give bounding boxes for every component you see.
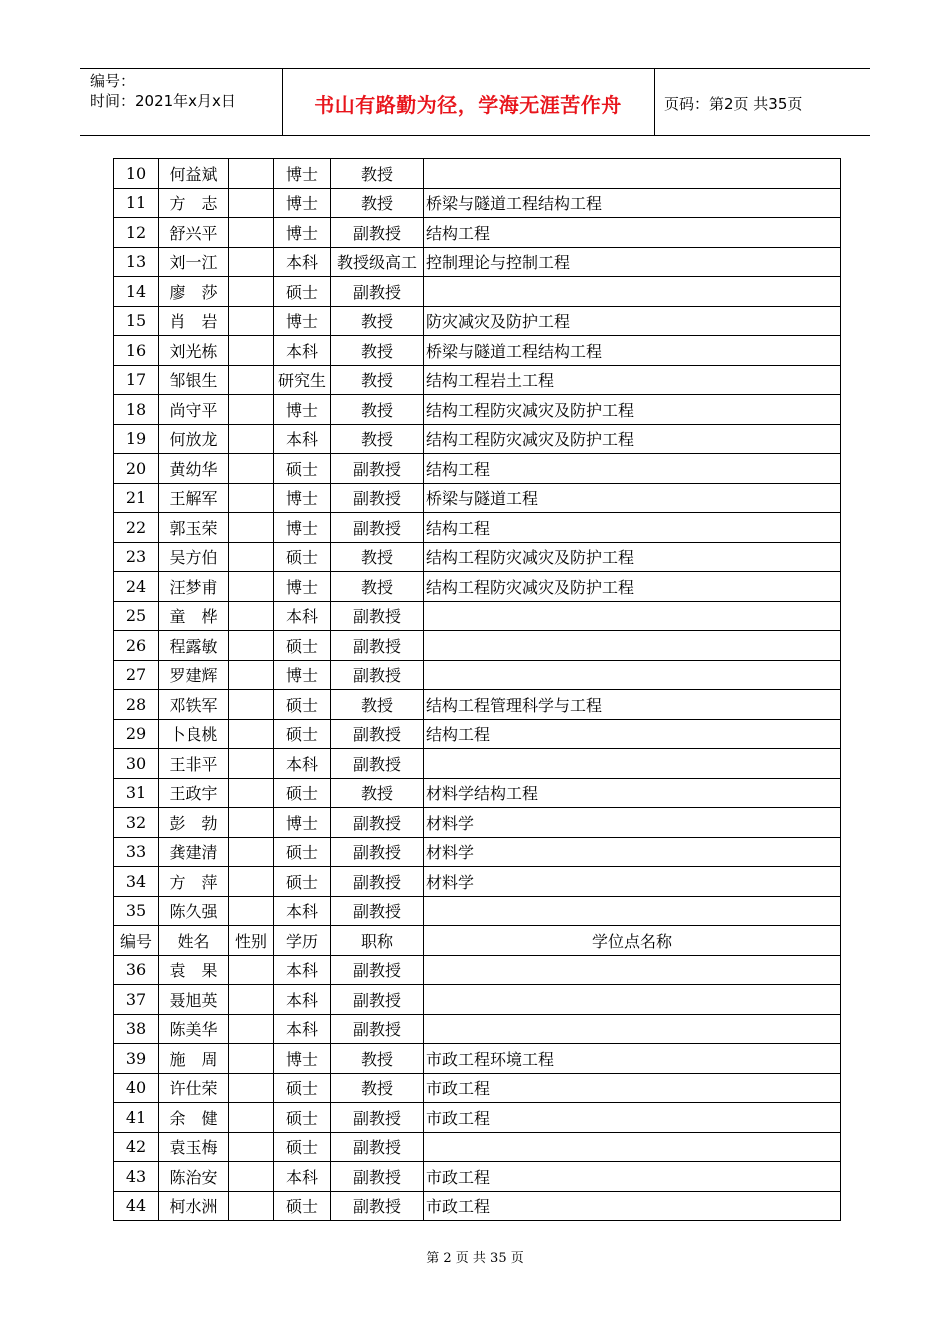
cell-name: 吴方伯 [159,542,229,572]
cell-education: 硕士 [274,1191,331,1221]
cell-name: 尚守平 [159,395,229,425]
cell-title: 副教授 [331,483,424,513]
cell-number: 41 [114,1103,159,1133]
cell-name: 何放龙 [159,424,229,454]
cell-number: 16 [114,336,159,366]
cell-name: 余 健 [159,1103,229,1133]
cell-gender [229,955,274,985]
cell-name: 程露敏 [159,631,229,661]
cell-title: 教授 [331,542,424,572]
cell-title: 副教授 [331,1132,424,1162]
cell-education: 博士 [274,572,331,602]
cell-title: 教授 [331,1073,424,1103]
cell-number: 35 [114,896,159,926]
cell-degree-program: 桥梁与隧道工程结构工程 [424,336,841,366]
cell-degree-program: 市政工程 [424,1073,841,1103]
cell-number: 31 [114,778,159,808]
table-row [114,513,841,543]
faculty-table [113,158,841,1221]
cell-number: 17 [114,365,159,395]
table-row [114,218,841,248]
cell-degree-program [424,896,841,926]
cell-name: 童 桦 [159,601,229,631]
cell-degree-program: 结构工程管理科学与工程 [424,690,841,720]
table-row [114,188,841,218]
cell-name: 彭 勃 [159,808,229,838]
table-row [114,1073,841,1103]
table-row [114,808,841,838]
table-row [114,1132,841,1162]
cell-gender [229,218,274,248]
cell-education: 本科 [274,749,331,779]
cell-name: 施 周 [159,1044,229,1074]
header-meta [90,71,280,111]
cell-degree-program [424,159,841,189]
cell-degree-program [424,749,841,779]
cell-gender [229,690,274,720]
cell-gender [229,631,274,661]
cell-number: 14 [114,277,159,307]
cell-title: 教授 [331,365,424,395]
cell-education: 博士 [274,660,331,690]
table-row [114,601,841,631]
cell-number: 44 [114,1191,159,1221]
cell-education: 本科 [274,955,331,985]
cell-gender [229,454,274,484]
cell-name: 汪梦甫 [159,572,229,602]
cell-name: 袁玉梅 [159,1132,229,1162]
cell-name: 许仕荣 [159,1073,229,1103]
cell-gender [229,1162,274,1192]
cell-degree-program [424,985,841,1015]
cell-title: 副教授 [331,1191,424,1221]
cell-gender [229,395,274,425]
date-label: 时间：2021年x月x日 [90,92,236,110]
cell-number: 33 [114,837,159,867]
cell-degree-program: 结构工程 [424,218,841,248]
number-label: 编号： [90,72,136,90]
cell-name: 卜良桃 [159,719,229,749]
table-row [114,542,841,572]
cell-degree-program [424,1132,841,1162]
cell-degree-program: 结构工程防灾减灾及防护工程 [424,542,841,572]
cell-number: 32 [114,808,159,838]
cell-number: 10 [114,159,159,189]
cell-education: 博士 [274,483,331,513]
table-row [114,159,841,189]
cell-education: 博士 [274,395,331,425]
cell-degree-program: 材料学结构工程 [424,778,841,808]
cell-name: 舒兴平 [159,218,229,248]
cell-education: 本科 [274,247,331,277]
cell-number: 12 [114,218,159,248]
cell-title: 副教授 [331,1014,424,1044]
cell-education: 硕士 [274,1132,331,1162]
table-row [114,395,841,425]
header-row [114,926,841,956]
cell-gender [229,188,274,218]
table-row [114,454,841,484]
cell-education: 博士 [274,513,331,543]
cell-education: 研究生 [274,365,331,395]
table-row [114,1191,841,1221]
table-row [114,277,841,307]
table-row [114,749,841,779]
cell-education: 本科 [274,1162,331,1192]
cell-title: 教授级高工 [331,247,424,277]
cell-number: 40 [114,1073,159,1103]
cell-title: 教授 [331,159,424,189]
cell-name: 王政宇 [159,778,229,808]
cell-title: 教授 [331,690,424,720]
cell-education: 本科 [274,336,331,366]
header-motto: 书山有路勤为径，学海无涯苦作舟 [314,93,622,117]
cell-gender [229,542,274,572]
cell-education: 硕士 [274,631,331,661]
page-header [80,68,870,136]
cell-education: 博士 [274,159,331,189]
cell-education: 本科 [274,424,331,454]
cell-degree-program: 桥梁与隧道工程 [424,483,841,513]
cell-degree-program [424,660,841,690]
cell-title: 副教授 [331,719,424,749]
table-row [114,867,841,897]
cell-name: 聂旭英 [159,985,229,1015]
cell-gender [229,778,274,808]
cell-number: 25 [114,601,159,631]
cell-title: 教授 [331,188,424,218]
cell-name: 方 萍 [159,867,229,897]
cell-title: 副教授 [331,601,424,631]
cell-degree-program: 控制理论与控制工程 [424,247,841,277]
cell-gender [229,1191,274,1221]
cell-name: 陈治安 [159,1162,229,1192]
cell-education: 硕士 [274,1073,331,1103]
cell-number: 39 [114,1044,159,1074]
table-row [114,985,841,1015]
cell-gender [229,1044,274,1074]
cell-title: 副教授 [331,867,424,897]
table-row [114,336,841,366]
cell-name: 王非平 [159,749,229,779]
cell-gender [229,247,274,277]
cell-education: 博士 [274,1044,331,1074]
cell-education: 硕士 [274,778,331,808]
cell-title: 教授 [331,395,424,425]
cell-number: 18 [114,395,159,425]
table-row [114,837,841,867]
cell-name: 何益斌 [159,159,229,189]
cell-education: 博士 [274,188,331,218]
cell-gender [229,483,274,513]
cell-gender [229,336,274,366]
cell-gender [229,424,274,454]
cell-number: 24 [114,572,159,602]
cell-name: 廖 莎 [159,277,229,307]
table-row [114,365,841,395]
cell-degree-program: 防灾减灾及防护工程 [424,306,841,336]
cell-number: 15 [114,306,159,336]
table-row [114,660,841,690]
table-row [114,306,841,336]
cell-name: 刘一江 [159,247,229,277]
cell-title: 副教授 [331,1103,424,1133]
table-row [114,719,841,749]
cell-degree-program: 结构工程防灾减灾及防护工程 [424,572,841,602]
cell-gender [229,808,274,838]
cell-degree-program [424,277,841,307]
cell-gender [229,277,274,307]
cell-gender [229,1103,274,1133]
cell-number: 20 [114,454,159,484]
cell-degree-program [424,1014,841,1044]
cell-education: 硕士 [274,454,331,484]
column-header: 学历 [274,926,331,956]
cell-number: 11 [114,188,159,218]
cell-number: 13 [114,247,159,277]
cell-gender [229,572,274,602]
cell-name: 黄幼华 [159,454,229,484]
cell-number: 22 [114,513,159,543]
cell-degree-program: 市政工程 [424,1103,841,1133]
cell-gender [229,660,274,690]
table-row [114,778,841,808]
cell-title: 副教授 [331,218,424,248]
cell-education: 博士 [274,306,331,336]
cell-title: 副教授 [331,808,424,838]
cell-education: 本科 [274,1014,331,1044]
cell-name: 龚建清 [159,837,229,867]
cell-title: 教授 [331,336,424,366]
cell-name: 陈久强 [159,896,229,926]
cell-number: 21 [114,483,159,513]
cell-title: 副教授 [331,749,424,779]
cell-gender [229,159,274,189]
table-row [114,690,841,720]
cell-title: 副教授 [331,1162,424,1192]
cell-title: 副教授 [331,837,424,867]
table-row [114,424,841,454]
cell-degree-program: 材料学 [424,837,841,867]
cell-title: 副教授 [331,277,424,307]
page-footer: 第 2 页 共 35 页 [426,1251,524,1266]
table-body [114,159,841,1221]
cell-name: 邓铁军 [159,690,229,720]
cell-name: 柯水洲 [159,1191,229,1221]
table-row [114,896,841,926]
cell-number: 37 [114,985,159,1015]
cell-degree-program: 结构工程 [424,454,841,484]
cell-education: 硕士 [274,1103,331,1133]
cell-name: 王解军 [159,483,229,513]
table-row [114,1014,841,1044]
cell-education: 硕士 [274,690,331,720]
cell-name: 郭玉荣 [159,513,229,543]
cell-gender [229,719,274,749]
cell-number: 36 [114,955,159,985]
cell-title: 教授 [331,778,424,808]
cell-name: 肖 岩 [159,306,229,336]
cell-name: 方 志 [159,188,229,218]
cell-title: 副教授 [331,955,424,985]
cell-gender [229,867,274,897]
cell-title: 副教授 [331,631,424,661]
column-header: 职称 [331,926,424,956]
cell-degree-program [424,631,841,661]
cell-number: 30 [114,749,159,779]
table-row [114,1103,841,1133]
cell-gender [229,837,274,867]
cell-degree-program [424,601,841,631]
cell-title: 教授 [331,1044,424,1074]
table-row [114,572,841,602]
column-header: 编号 [114,926,159,956]
column-header: 性别 [229,926,274,956]
cell-title: 副教授 [331,513,424,543]
cell-education: 博士 [274,218,331,248]
cell-education: 博士 [274,808,331,838]
table-row [114,955,841,985]
cell-degree-program: 材料学 [424,867,841,897]
cell-number: 38 [114,1014,159,1044]
table-row [114,631,841,661]
cell-title: 教授 [331,306,424,336]
cell-gender [229,513,274,543]
cell-title: 副教授 [331,660,424,690]
cell-number: 23 [114,542,159,572]
header-divider [654,69,655,135]
cell-degree-program: 结构工程 [424,513,841,543]
cell-gender [229,1073,274,1103]
cell-degree-program: 结构工程岩土工程 [424,365,841,395]
cell-name: 袁 果 [159,955,229,985]
cell-number: 27 [114,660,159,690]
cell-education: 本科 [274,601,331,631]
cell-number: 43 [114,1162,159,1192]
cell-number: 42 [114,1132,159,1162]
cell-title: 教授 [331,424,424,454]
table-row [114,1162,841,1192]
cell-gender [229,749,274,779]
cell-number: 26 [114,631,159,661]
cell-name: 罗建辉 [159,660,229,690]
table-row [114,247,841,277]
cell-degree-program: 结构工程 [424,719,841,749]
cell-degree-program: 市政工程 [424,1162,841,1192]
cell-education: 硕士 [274,277,331,307]
cell-degree-program: 桥梁与隧道工程结构工程 [424,188,841,218]
cell-education: 硕士 [274,867,331,897]
cell-degree-program: 市政工程环境工程 [424,1044,841,1074]
cell-gender [229,985,274,1015]
cell-degree-program: 结构工程防灾减灾及防护工程 [424,395,841,425]
cell-name: 刘光栋 [159,336,229,366]
cell-education: 本科 [274,985,331,1015]
table-row [114,1044,841,1074]
cell-education: 硕士 [274,837,331,867]
cell-number: 19 [114,424,159,454]
cell-degree-program: 结构工程防灾减灾及防护工程 [424,424,841,454]
cell-degree-program: 市政工程 [424,1191,841,1221]
cell-degree-program: 材料学 [424,808,841,838]
cell-name: 陈美华 [159,1014,229,1044]
cell-education: 硕士 [274,542,331,572]
cell-number: 28 [114,690,159,720]
cell-degree-program [424,955,841,985]
column-header: 姓名 [159,926,229,956]
cell-gender [229,365,274,395]
cell-gender [229,1014,274,1044]
table-row [114,483,841,513]
cell-title: 教授 [331,572,424,602]
cell-gender [229,306,274,336]
cell-number: 34 [114,867,159,897]
cell-title: 副教授 [331,896,424,926]
cell-gender [229,896,274,926]
cell-education: 硕士 [274,719,331,749]
header-page-info: 页码：第2页 共35页 [664,95,803,113]
cell-education: 本科 [274,896,331,926]
column-header: 学位点名称 [424,926,841,956]
cell-title: 副教授 [331,454,424,484]
cell-gender [229,1132,274,1162]
cell-number: 29 [114,719,159,749]
cell-name: 邹银生 [159,365,229,395]
cell-title: 副教授 [331,985,424,1015]
cell-gender [229,601,274,631]
